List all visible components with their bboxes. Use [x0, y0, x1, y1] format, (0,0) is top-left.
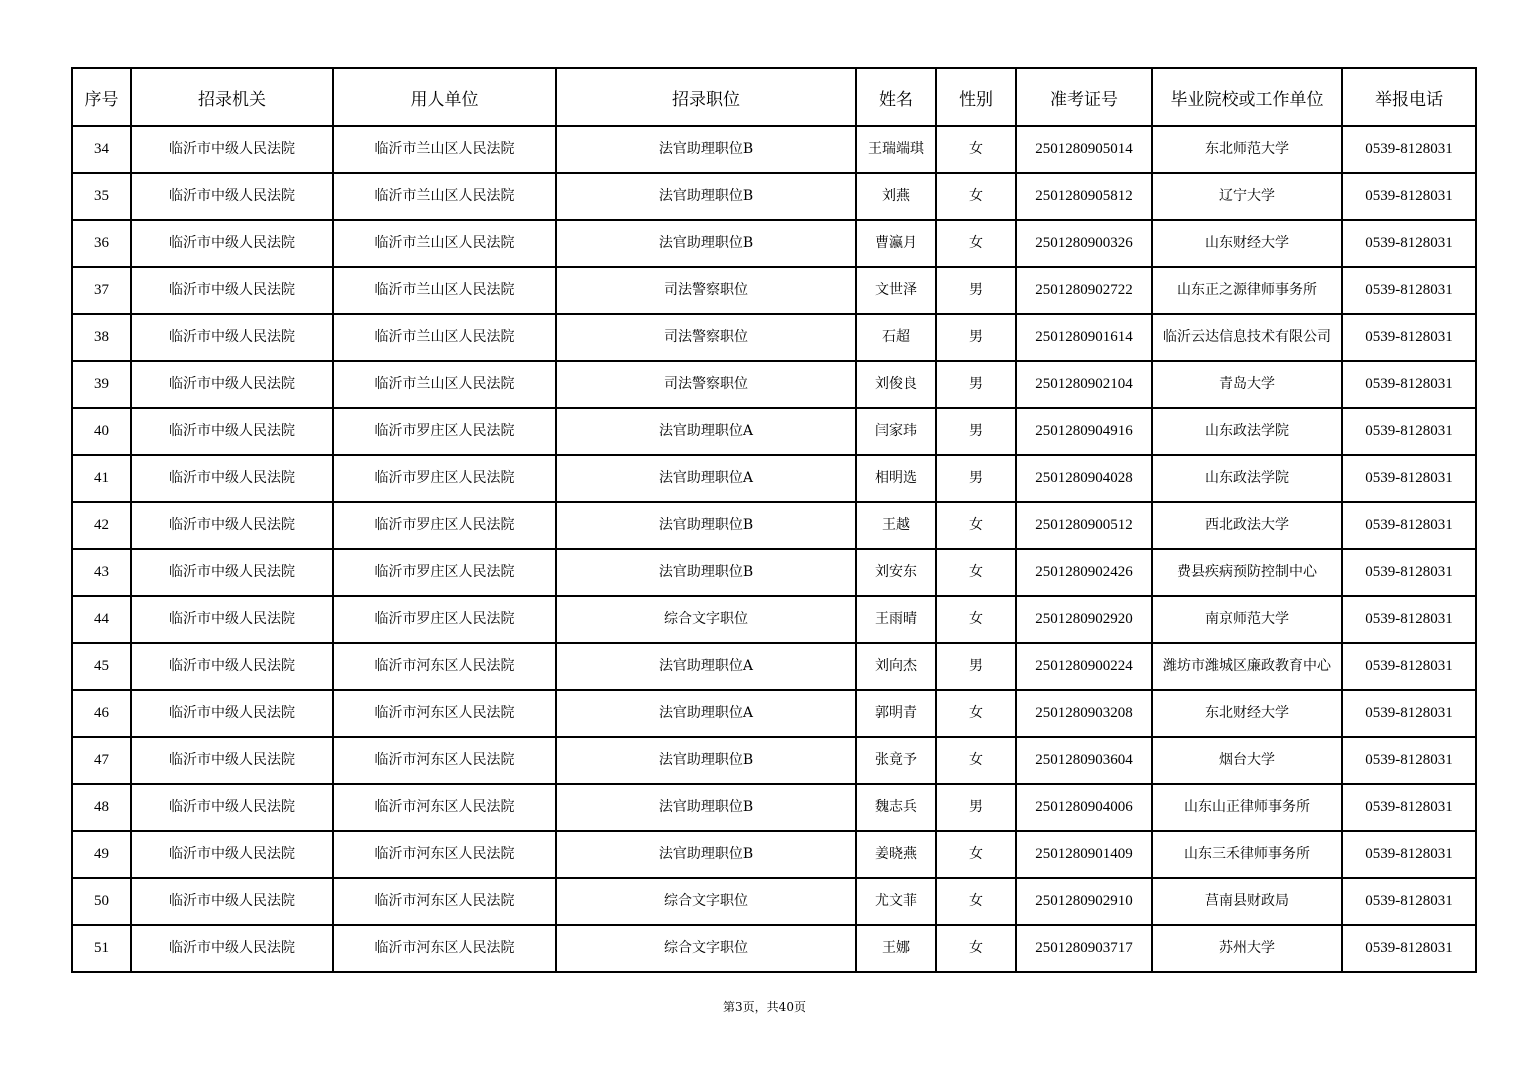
- cell-gender: 男: [936, 314, 1016, 361]
- cell-phone: 0539-8128031: [1342, 784, 1476, 831]
- cell-agency: 临沂市中级人民法院: [131, 737, 333, 784]
- cell-name: 张竟予: [856, 737, 936, 784]
- cell-agency: 临沂市中级人民法院: [131, 173, 333, 220]
- cell-agency: 临沂市中级人民法院: [131, 408, 333, 455]
- cell-unit: 临沂市兰山区人民法院: [333, 314, 556, 361]
- table-row: [72, 549, 1476, 596]
- cell-seq: 46: [72, 690, 131, 737]
- cell-seq: 48: [72, 784, 131, 831]
- cell-position: 法官助理职位B: [556, 220, 856, 267]
- cell-agency: 临沂市中级人民法院: [131, 455, 333, 502]
- cell-agency: 临沂市中级人民法院: [131, 126, 333, 173]
- cell-name: 尤文菲: [856, 878, 936, 925]
- cell-exam-no: 2501280905812: [1016, 173, 1152, 220]
- cell-position: 法官助理职位B: [556, 549, 856, 596]
- cell-name: 曹瀛月: [856, 220, 936, 267]
- cell-position: 法官助理职位B: [556, 173, 856, 220]
- cell-unit: 临沂市兰山区人民法院: [333, 220, 556, 267]
- cell-position: 法官助理职位A: [556, 408, 856, 455]
- cell-exam-no: 2501280900512: [1016, 502, 1152, 549]
- table-row: [72, 690, 1476, 737]
- cell-exam-no: 2501280904006: [1016, 784, 1152, 831]
- table-row: [72, 126, 1476, 173]
- cell-name: 刘燕: [856, 173, 936, 220]
- table-row: [72, 455, 1476, 502]
- cell-gender: 女: [936, 831, 1016, 878]
- cell-position: 法官助理职位B: [556, 502, 856, 549]
- header-school: 毕业院校或工作单位: [1152, 68, 1342, 126]
- cell-seq: 45: [72, 643, 131, 690]
- header-seq: 序号: [72, 68, 131, 126]
- table-row: [72, 267, 1476, 314]
- cell-position: 法官助理职位A: [556, 455, 856, 502]
- cell-position: 司法警察职位: [556, 361, 856, 408]
- cell-seq: 39: [72, 361, 131, 408]
- cell-seq: 49: [72, 831, 131, 878]
- cell-position: 法官助理职位A: [556, 690, 856, 737]
- cell-school: 青岛大学: [1152, 361, 1342, 408]
- cell-position: 司法警察职位: [556, 267, 856, 314]
- cell-position: 法官助理职位B: [556, 784, 856, 831]
- cell-gender: 女: [936, 596, 1016, 643]
- table-row: [72, 361, 1476, 408]
- cell-position: 法官助理职位A: [556, 643, 856, 690]
- cell-phone: 0539-8128031: [1342, 596, 1476, 643]
- cell-exam-no: 2501280904028: [1016, 455, 1152, 502]
- cell-exam-no: 2501280902920: [1016, 596, 1152, 643]
- cell-seq: 36: [72, 220, 131, 267]
- cell-agency: 临沂市中级人民法院: [131, 220, 333, 267]
- cell-position: 司法警察职位: [556, 314, 856, 361]
- header-unit: 用人单位: [333, 68, 556, 126]
- cell-exam-no: 2501280903604: [1016, 737, 1152, 784]
- cell-phone: 0539-8128031: [1342, 643, 1476, 690]
- cell-phone: 0539-8128031: [1342, 408, 1476, 455]
- cell-phone: 0539-8128031: [1342, 220, 1476, 267]
- cell-exam-no: 2501280901614: [1016, 314, 1152, 361]
- cell-school: 山东山正律师事务所: [1152, 784, 1342, 831]
- cell-name: 姜晓燕: [856, 831, 936, 878]
- cell-name: 王娜: [856, 925, 936, 972]
- cell-agency: 临沂市中级人民法院: [131, 502, 333, 549]
- cell-agency: 临沂市中级人民法院: [131, 690, 333, 737]
- cell-seq: 41: [72, 455, 131, 502]
- cell-name: 文世泽: [856, 267, 936, 314]
- cell-name: 郭明青: [856, 690, 936, 737]
- cell-agency: 临沂市中级人民法院: [131, 314, 333, 361]
- cell-school: 西北政法大学: [1152, 502, 1342, 549]
- cell-phone: 0539-8128031: [1342, 314, 1476, 361]
- cell-unit: 临沂市河东区人民法院: [333, 737, 556, 784]
- cell-unit: 临沂市兰山区人民法院: [333, 173, 556, 220]
- table-row: [72, 737, 1476, 784]
- cell-unit: 临沂市河东区人民法院: [333, 878, 556, 925]
- cell-agency: 临沂市中级人民法院: [131, 549, 333, 596]
- table-row: [72, 314, 1476, 361]
- cell-position: 法官助理职位B: [556, 126, 856, 173]
- cell-agency: 临沂市中级人民法院: [131, 831, 333, 878]
- cell-name: 王越: [856, 502, 936, 549]
- header-phone: 举报电话: [1342, 68, 1476, 126]
- table-row: [72, 220, 1476, 267]
- cell-unit: 临沂市兰山区人民法院: [333, 126, 556, 173]
- cell-phone: 0539-8128031: [1342, 925, 1476, 972]
- table-row: [72, 408, 1476, 455]
- cell-name: 刘向杰: [856, 643, 936, 690]
- cell-position: 综合文字职位: [556, 925, 856, 972]
- cell-phone: 0539-8128031: [1342, 690, 1476, 737]
- cell-phone: 0539-8128031: [1342, 173, 1476, 220]
- cell-seq: 40: [72, 408, 131, 455]
- cell-school: 莒南县财政局: [1152, 878, 1342, 925]
- cell-agency: 临沂市中级人民法院: [131, 878, 333, 925]
- cell-school: 潍坊市潍城区廉政教育中心: [1152, 643, 1342, 690]
- candidate-table: [71, 67, 1477, 973]
- cell-unit: 临沂市河东区人民法院: [333, 690, 556, 737]
- table-row: [72, 831, 1476, 878]
- cell-gender: 男: [936, 784, 1016, 831]
- cell-exam-no: 2501280900224: [1016, 643, 1152, 690]
- document-page: [71, 67, 1475, 973]
- table-row: [72, 173, 1476, 220]
- cell-gender: 女: [936, 878, 1016, 925]
- cell-unit: 临沂市兰山区人民法院: [333, 267, 556, 314]
- table-row: [72, 596, 1476, 643]
- cell-exam-no: 2501280902722: [1016, 267, 1152, 314]
- cell-school: 山东三禾律师事务所: [1152, 831, 1342, 878]
- cell-position: 法官助理职位B: [556, 831, 856, 878]
- cell-unit: 临沂市河东区人民法院: [333, 831, 556, 878]
- cell-agency: 临沂市中级人民法院: [131, 925, 333, 972]
- header-name: 姓名: [856, 68, 936, 126]
- cell-unit: 临沂市罗庄区人民法院: [333, 502, 556, 549]
- cell-gender: 女: [936, 173, 1016, 220]
- cell-school: 烟台大学: [1152, 737, 1342, 784]
- cell-exam-no: 2501280902104: [1016, 361, 1152, 408]
- cell-exam-no: 2501280901409: [1016, 831, 1152, 878]
- cell-school: 山东正之源律师事务所: [1152, 267, 1342, 314]
- cell-agency: 临沂市中级人民法院: [131, 643, 333, 690]
- cell-seq: 42: [72, 502, 131, 549]
- page-number: 第3页，共40页: [723, 1000, 806, 1014]
- cell-position: 法官助理职位B: [556, 737, 856, 784]
- cell-seq: 38: [72, 314, 131, 361]
- cell-school: 临沂云达信息技术有限公司: [1152, 314, 1342, 361]
- cell-agency: 临沂市中级人民法院: [131, 784, 333, 831]
- cell-position: 综合文字职位: [556, 596, 856, 643]
- cell-name: 闫家玮: [856, 408, 936, 455]
- cell-name: 相明选: [856, 455, 936, 502]
- cell-phone: 0539-8128031: [1342, 126, 1476, 173]
- cell-school: 南京师范大学: [1152, 596, 1342, 643]
- cell-school: 费县疾病预防控制中心: [1152, 549, 1342, 596]
- cell-unit: 临沂市河东区人民法院: [333, 925, 556, 972]
- cell-gender: 女: [936, 126, 1016, 173]
- table-header-row: [72, 68, 1476, 126]
- cell-agency: 临沂市中级人民法院: [131, 596, 333, 643]
- cell-phone: 0539-8128031: [1342, 502, 1476, 549]
- cell-seq: 51: [72, 925, 131, 972]
- cell-seq: 37: [72, 267, 131, 314]
- cell-school: 东北财经大学: [1152, 690, 1342, 737]
- cell-phone: 0539-8128031: [1342, 455, 1476, 502]
- cell-gender: 男: [936, 643, 1016, 690]
- cell-phone: 0539-8128031: [1342, 549, 1476, 596]
- cell-name: 石超: [856, 314, 936, 361]
- cell-school: 山东政法学院: [1152, 455, 1342, 502]
- cell-unit: 临沂市罗庄区人民法院: [333, 549, 556, 596]
- cell-name: 王雨晴: [856, 596, 936, 643]
- cell-gender: 男: [936, 267, 1016, 314]
- cell-gender: 女: [936, 502, 1016, 549]
- cell-unit: 临沂市兰山区人民法院: [333, 361, 556, 408]
- table-row: [72, 878, 1476, 925]
- cell-exam-no: 2501280900326: [1016, 220, 1152, 267]
- cell-gender: 女: [936, 737, 1016, 784]
- cell-agency: 临沂市中级人民法院: [131, 267, 333, 314]
- cell-exam-no: 2501280903717: [1016, 925, 1152, 972]
- cell-seq: 43: [72, 549, 131, 596]
- table-body: [72, 126, 1476, 972]
- header-exam-no: 准考证号: [1016, 68, 1152, 126]
- cell-gender: 男: [936, 455, 1016, 502]
- cell-exam-no: 2501280902910: [1016, 878, 1152, 925]
- cell-name: 王瑞端琪: [856, 126, 936, 173]
- cell-school: 东北师范大学: [1152, 126, 1342, 173]
- table-row: [72, 643, 1476, 690]
- header-gender: 性别: [936, 68, 1016, 126]
- cell-unit: 临沂市罗庄区人民法院: [333, 408, 556, 455]
- cell-gender: 女: [936, 220, 1016, 267]
- cell-school: 山东政法学院: [1152, 408, 1342, 455]
- cell-gender: 男: [936, 361, 1016, 408]
- cell-phone: 0539-8128031: [1342, 361, 1476, 408]
- cell-phone: 0539-8128031: [1342, 878, 1476, 925]
- cell-unit: 临沂市罗庄区人民法院: [333, 596, 556, 643]
- cell-gender: 女: [936, 690, 1016, 737]
- cell-gender: 男: [936, 408, 1016, 455]
- cell-exam-no: 2501280903208: [1016, 690, 1152, 737]
- cell-phone: 0539-8128031: [1342, 737, 1476, 784]
- cell-seq: 35: [72, 173, 131, 220]
- cell-name: 魏志兵: [856, 784, 936, 831]
- cell-school: 苏州大学: [1152, 925, 1342, 972]
- cell-position: 综合文字职位: [556, 878, 856, 925]
- cell-seq: 34: [72, 126, 131, 173]
- cell-agency: 临沂市中级人民法院: [131, 361, 333, 408]
- cell-seq: 47: [72, 737, 131, 784]
- header-position: 招录职位: [556, 68, 856, 126]
- cell-phone: 0539-8128031: [1342, 267, 1476, 314]
- table-row: [72, 784, 1476, 831]
- cell-name: 刘俊良: [856, 361, 936, 408]
- cell-gender: 女: [936, 925, 1016, 972]
- cell-exam-no: 2501280902426: [1016, 549, 1152, 596]
- cell-unit: 临沂市河东区人民法院: [333, 784, 556, 831]
- header-agency: 招录机关: [131, 68, 333, 126]
- cell-school: 辽宁大学: [1152, 173, 1342, 220]
- cell-exam-no: 2501280905014: [1016, 126, 1152, 173]
- cell-name: 刘安东: [856, 549, 936, 596]
- cell-seq: 50: [72, 878, 131, 925]
- table-row: [72, 925, 1476, 972]
- cell-exam-no: 2501280904916: [1016, 408, 1152, 455]
- cell-school: 山东财经大学: [1152, 220, 1342, 267]
- cell-seq: 44: [72, 596, 131, 643]
- table-row: [72, 502, 1476, 549]
- cell-phone: 0539-8128031: [1342, 831, 1476, 878]
- cell-unit: 临沂市河东区人民法院: [333, 643, 556, 690]
- cell-gender: 女: [936, 549, 1016, 596]
- cell-unit: 临沂市罗庄区人民法院: [333, 455, 556, 502]
